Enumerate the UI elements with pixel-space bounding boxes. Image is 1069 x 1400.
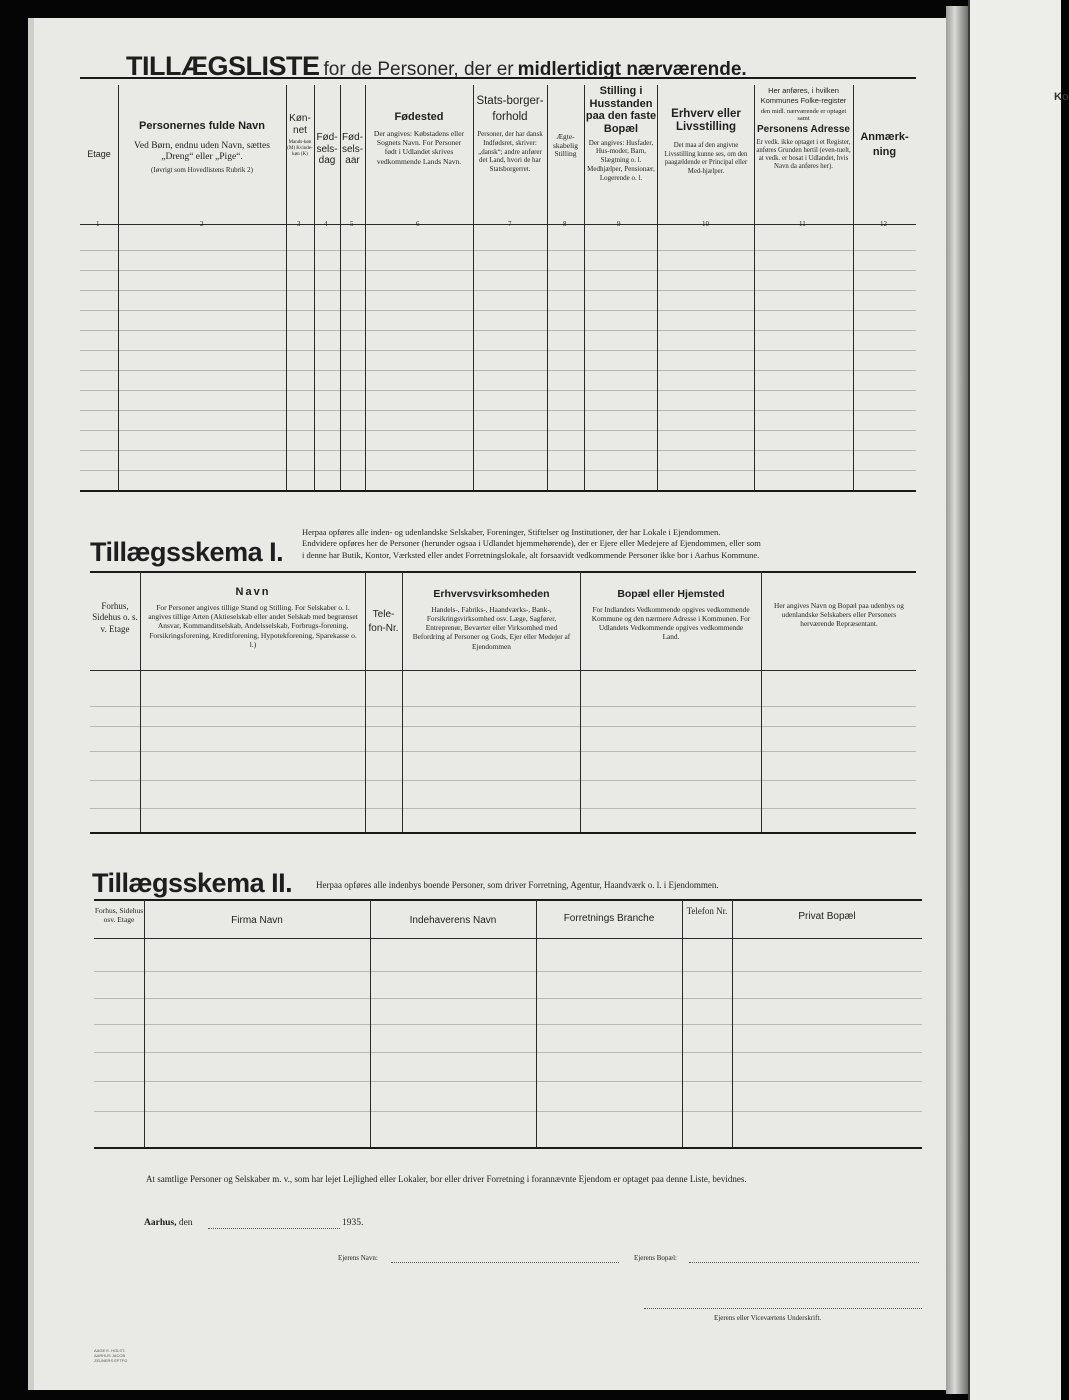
col-navn bbox=[120, 120, 284, 175]
s2-col-indehaver: Indehaverens Navn bbox=[409, 915, 497, 926]
s1-col-navn-title: Navn bbox=[235, 586, 271, 598]
col-foedested-sub: Der angives: Købstadens eller Sognets Navn. For Personer født i Udlandet skrives vedkommende Lands Navn. bbox=[373, 128, 465, 166]
certification-text: At samtlige Personer og Selskaber m. v., som har lejet Lejlighed eller Lokaler, bor eller driver Forretning i forannævnte Ejendom er optaget paa denne Liste, bevidnes. bbox=[146, 1174, 747, 1184]
printer-mark: AAGE E. HOLST-AARHUS JACOB ZEUNERS EFTFG bbox=[94, 1348, 128, 1364]
col-erhverv bbox=[658, 108, 754, 176]
s2-col-privat-bopael: Privat Bopæl bbox=[798, 911, 856, 922]
s1-col-bopael-sub: For Indlandets Vedkommende opgives vedkommende Kommune og den nærmere Adresse i Kommunen. For Udlandets Vedkommende opgives vedkommende Land. bbox=[591, 605, 751, 642]
date-field[interactable] bbox=[208, 1228, 340, 1229]
col-stilling-sub: Der angives: Husfader, Hus-moder, Barn, Slægtning o. l. Medhjælper, Pensionær, Logerende o. l. bbox=[587, 138, 655, 182]
col-foedselsdag-title: Fød-sels-dag bbox=[316, 132, 338, 166]
col-num: 5 bbox=[350, 220, 354, 228]
owner-address-field[interactable] bbox=[689, 1262, 919, 1263]
s1-col-bopael-title: Bopæl eller Hjemsted bbox=[617, 588, 725, 600]
owner-name-label: Ejerens Navn: bbox=[338, 1254, 378, 1262]
s1-col-etage: Forhus, Sidehus o. s. v. Etage bbox=[92, 601, 138, 634]
owner-address-label: Ejerens Bopæl: bbox=[634, 1254, 677, 1262]
col-num: 7 bbox=[508, 220, 512, 228]
col-navn-note: (Iøvrigt som Hovedlistens Rubrik 2) bbox=[151, 166, 253, 175]
col-koen-title: Køn-net bbox=[289, 113, 311, 136]
place-label: Aarhus, bbox=[144, 1218, 177, 1228]
col-num: 6 bbox=[416, 220, 420, 228]
col-koen bbox=[286, 113, 314, 158]
s1-col-erhverv-title: Erhvervsvirksomheden bbox=[433, 588, 550, 600]
s1-col-bopael bbox=[582, 588, 760, 642]
s1-col-repraesentant: Her angives Navn og Bopæl paa udenbys og udenlandske Selskabers eller Personers herværende Repræsentant. bbox=[774, 601, 904, 629]
col-foedested bbox=[367, 111, 471, 166]
skema1-desc-line3: i denne har Butik, Kontor, Værksted eller andet Forretningslokale, alt forsaavidt vedkommende Personer ikke bor i Aarhus Kommune. bbox=[302, 549, 760, 560]
col-num: 1 bbox=[96, 220, 100, 228]
s1-col-telefon: Tele-fon-Nr. bbox=[368, 609, 399, 634]
s1-col-erhverv-sub: Handels-, Fabriks-, Haandværks-, Bank-, Forsikringsvirksomhed osv. Læge, Sagfører, Entreprenør, Beværter eller Virksomhed med Befordring af Personer og Gods, Ejer eller Medejer af Ejendommen bbox=[412, 605, 571, 651]
col-num: 3 bbox=[297, 220, 301, 228]
col-num: 8 bbox=[563, 220, 567, 228]
col-num: 4 bbox=[324, 220, 328, 228]
col-num: 9 bbox=[617, 220, 621, 228]
title-rest-1: for de Personer, der er bbox=[323, 59, 514, 80]
col-num: 10 bbox=[702, 220, 709, 228]
s1-col-navn bbox=[142, 586, 364, 650]
col-num: 2 bbox=[200, 220, 204, 228]
s2-col-etage: Forhus, Sidehus osv. Etage bbox=[94, 906, 144, 925]
s1-col-navn-sub: For Personer angives tillige Stand og Stilling. For Selskaber o. l. angives tillige Arten (Aktieselskab eller andet Selskab med begrænset Ansvar, Kommanditselskab, Andelsselskab, Forbrugs-forening, Forsikringsforening, Kreditforening, Hypotekforening, Sparekasse o. l.) bbox=[148, 602, 358, 650]
skema1-desc-line1: Herpaa opføres alle inden- og udenlandske Selskaber, Foreninger, Stiftelser og Institutioner, der har Lokale i Ejendommen. bbox=[302, 527, 721, 537]
s2-col-branche: Forretnings Branche bbox=[563, 913, 655, 924]
col-adresse-mid: den midl. nærværende er optaget samt bbox=[760, 107, 847, 122]
col-adresse bbox=[754, 86, 853, 172]
col-etage-title: Etage bbox=[87, 149, 111, 159]
col-statsborger-title: Stats-borger-forhold bbox=[476, 95, 544, 123]
col-num: 11 bbox=[799, 220, 806, 228]
skema1-description bbox=[302, 527, 922, 561]
col-foedselsaar-title: Fød-sels-aar bbox=[341, 132, 364, 166]
col-foedested-title: Fødested bbox=[394, 111, 444, 123]
s2-col-firma: Firma Navn bbox=[231, 915, 283, 926]
col-statsborger-sub: Personer, der har dansk Indfødsret, skriver: „dansk“; andre anfører det Land, hvori de har Statsborgerret. bbox=[477, 130, 543, 174]
col-stilling bbox=[585, 85, 657, 182]
col-aegteskab-title: Ægte-skabelig Stilling bbox=[553, 132, 578, 159]
s2-col-telefon: Telefon Nr. bbox=[686, 906, 728, 916]
col-stilling-title: Stilling i Husstanden paa den faste Bopæl bbox=[585, 85, 657, 135]
s1-col-erhverv bbox=[404, 588, 579, 651]
col-adresse-pre: Her anføres, i hvilken Kommunes Folke-register bbox=[760, 86, 847, 105]
col-adresse-sub: Er vedk. ikke optaget i et Register, anføres Grunden hertil (even-tuelt, at vedk. er bosat i Udlandet, hvis Navn da anføres her). bbox=[756, 138, 851, 171]
next-page-fragment: Ko bbox=[1054, 91, 1069, 103]
title-main: TILLÆGSLISTE bbox=[126, 51, 320, 81]
signature-label: Ejerens eller Viceværtens Underskrift. bbox=[714, 1314, 822, 1322]
year-label: 1935. bbox=[342, 1218, 364, 1228]
col-erhverv-title: Erhverv eller Livsstilling bbox=[671, 108, 741, 134]
col-adresse-title: Personens Adresse bbox=[756, 124, 850, 136]
col-statsborger bbox=[474, 94, 546, 174]
skema2-description: Herpaa opføres alle indenbys boende Personer, som driver Forretning, Agentur, Haandværk o. l. i Ejendommen. bbox=[316, 880, 719, 890]
den-label: den bbox=[178, 1218, 193, 1228]
skema2-title: Tillægsskema II. bbox=[92, 868, 293, 898]
col-koen-sub: Mands-køn (M) Kvinde-køn (K) bbox=[287, 140, 313, 157]
skema1-title: Tillægsskema I. bbox=[90, 537, 284, 567]
book-binding bbox=[946, 6, 968, 1394]
col-erhverv-sub: Det maa af den angivne Livsstilling kunne ses, om den paagældende er Principal eller Med-hjælper. bbox=[664, 142, 748, 175]
col-navn-sub: Ved Børn, endnu uden Navn, sættes „Dreng“ eller „Pige“. bbox=[134, 140, 270, 162]
signature-field[interactable] bbox=[644, 1308, 922, 1309]
skema1-desc-line2: Endvidere opføres her de Personer (herunder ogsaa i Udlandet hjemmehørende), der er Ejere eller Medejere af Ejendommen, eller som bbox=[302, 538, 761, 549]
next-page-edge bbox=[968, 0, 1069, 1400]
owner-name-field[interactable] bbox=[391, 1262, 619, 1263]
col-navn-title: Personernes fulde Navn bbox=[139, 120, 265, 132]
title-rest-2: midlertidigt nærværende. bbox=[517, 59, 747, 80]
col-num: 12 bbox=[880, 220, 887, 228]
form-page bbox=[28, 18, 946, 1390]
col-anmaerkning-title: Anmærk-ning bbox=[860, 131, 909, 159]
place-date-line bbox=[144, 1218, 193, 1228]
